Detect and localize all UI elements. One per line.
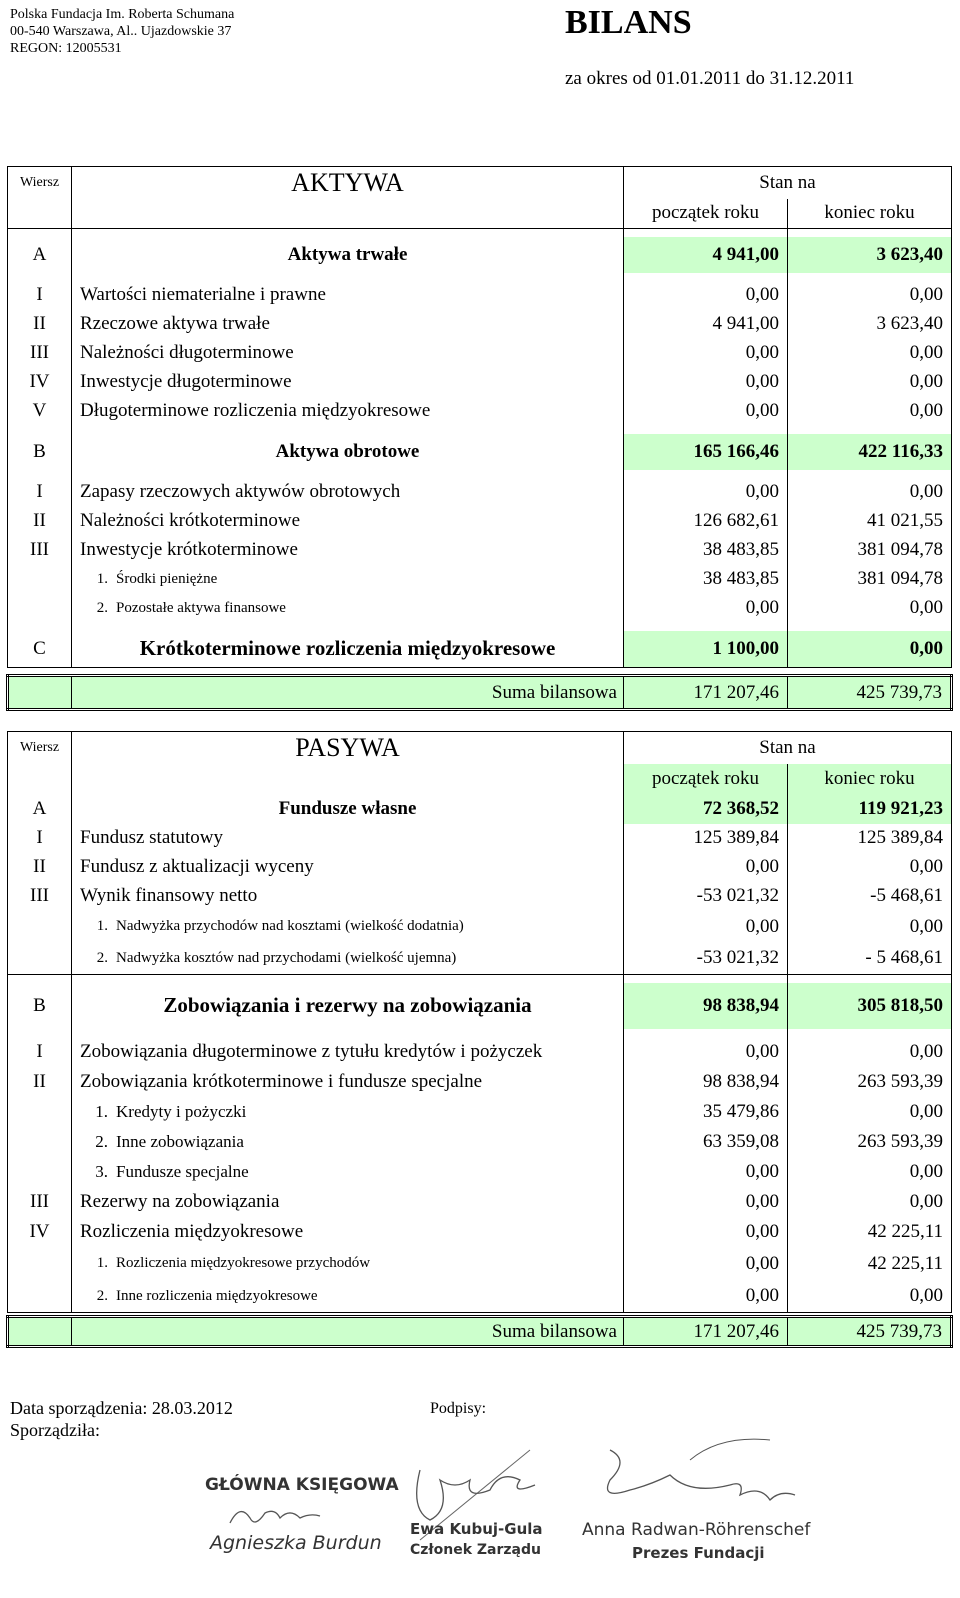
- total-end: 425 739,73: [788, 676, 952, 710]
- table-row: I Zobowiązania długoterminowe z tytułu kredytów i pożyczek 0,00 0,00: [8, 1037, 952, 1067]
- header-start-of-year: początek roku: [624, 764, 788, 794]
- stamp-chief-accountant-title: GŁÓWNA KSIĘGOWA: [205, 1475, 399, 1495]
- org-regon: REGON: 12005531: [10, 41, 122, 56]
- table-row: 1. Kredyty i pożyczki 35 479,86 0,00: [8, 1097, 952, 1127]
- assets-total-row: [8, 676, 952, 710]
- table-row: 1. Rozliczenia międzyokresowe przychodów 0,00 42 225,11: [8, 1247, 952, 1281]
- total-end: 425 739,73: [788, 1317, 952, 1347]
- org-address: 00-540 Warszawa, Al.. Ujazdowskie 37: [10, 24, 232, 39]
- liabilities-heading: PASYWA: [72, 732, 624, 764]
- prepared-by-label: Sporządziła:: [10, 1420, 100, 1440]
- table-row: II Rzeczowe aktywa trwałe 4 941,00 3 623,40: [8, 310, 952, 339]
- header-end-of-year: koniec roku: [788, 764, 952, 794]
- organization-header: [10, 6, 234, 57]
- total-label: Suma bilansowa: [72, 1317, 624, 1347]
- table-row: III Rezerwy na zobowiązania 0,00 0,00: [8, 1187, 952, 1217]
- table-row: 1. Środki pieniężne 38 483,85 381 094,78: [8, 565, 952, 594]
- table-row: II Należności krótkoterminowe 126 682,61 41 021,55: [8, 507, 952, 536]
- stamp-board-member-title: Członek Zarządu: [410, 1542, 541, 1558]
- table-row: 1. Nadwyżka przychodów nad kosztami (wielkość dodatnia) 0,00 0,00: [8, 911, 952, 943]
- liabilities-total-row: [8, 1317, 952, 1347]
- table-row: I Zapasy rzeczowych aktywów obrotowych 0,00 0,00: [8, 478, 952, 507]
- table-row: I Fundusz statutowy 125 389,84 125 389,84: [8, 824, 952, 853]
- stamp-president-title: Prezes Fundacji: [632, 1544, 765, 1562]
- table-row: 2. Pozostałe aktywa finansowe 0,00 0,00: [8, 594, 952, 623]
- assets-table: [6, 166, 953, 711]
- table-row: 2. Nadwyżka kosztów nad przychodami (wielkość ujemna) -53 021,32 - 5 468,61: [8, 943, 952, 975]
- table-row: 2. Inne zobowiązania 63 359,08 263 593,39: [8, 1127, 952, 1157]
- total-start: 171 207,46: [624, 1317, 788, 1347]
- header-start-of-year: początek roku: [624, 199, 788, 229]
- table-row: B Zobowiązania i rezerwy na zobowiązania 98 838,94 305 818,50: [8, 983, 952, 1029]
- signatures-label: Podpisy:: [430, 1400, 487, 1417]
- table-row: III Należności długoterminowe 0,00 0,00: [8, 339, 952, 368]
- total-start: 171 207,46: [624, 676, 788, 710]
- total-label: Suma bilansowa: [72, 676, 624, 710]
- table-row: 3. Fundusze specjalne 0,00 0,00: [8, 1157, 952, 1187]
- table-row: IV Inwestycje długoterminowe 0,00 0,00: [8, 368, 952, 397]
- stamp-chief-accountant-name: Agnieszka Burdun: [210, 1532, 382, 1554]
- stamp-president-name: Anna Radwan-Röhrenschef: [582, 1520, 811, 1540]
- table-row: A Aktywa trwałe 4 941,00 3 623,40: [8, 237, 952, 273]
- header-stan-na: Stan na: [624, 167, 952, 199]
- table-row: IV Rozliczenia międzyokresowe 0,00 42 225,11: [8, 1217, 952, 1247]
- table-row: III Wynik finansowy netto -53 021,32 -5 468,61: [8, 882, 952, 911]
- header-row-label: Wiersz: [8, 732, 72, 764]
- reporting-period: za okres od 01.01.2011 do 31.12.2011: [565, 68, 855, 89]
- header-row-label: Wiersz: [8, 167, 72, 199]
- assets-heading: AKTYWA: [72, 167, 624, 199]
- liabilities-table: [6, 731, 953, 1348]
- table-row: II Zobowiązania krótkoterminowe i fundusze specjalne 98 838,94 263 593,39: [8, 1067, 952, 1097]
- header-stan-na: Stan na: [624, 732, 952, 764]
- stamp-board-member-name: Ewa Kubuj-Gula: [410, 1520, 543, 1538]
- table-row: I Wartości niematerialne i prawne 0,00 0,00: [8, 281, 952, 310]
- preparation-date: Data sporządzenia: 28.03.2012: [10, 1398, 233, 1418]
- table-row: A Fundusze własne 72 368,52 119 921,23: [8, 794, 952, 824]
- header-end-of-year: koniec roku: [788, 199, 952, 229]
- table-row: V Długoterminowe rozliczenia międzyokresowe 0,00 0,00: [8, 397, 952, 426]
- table-row: C Krótkoterminowe rozliczenia międzyokresowe 1 100,00 0,00: [8, 631, 952, 668]
- document-title: BILANS: [565, 4, 692, 41]
- table-row: II Fundusz z aktualizacji wyceny 0,00 0,00: [8, 853, 952, 882]
- table-row: 2. Inne rozliczenia międzyokresowe 0,00 0,00: [8, 1281, 952, 1313]
- table-row: III Inwestycje krótkoterminowe 38 483,85 381 094,78: [8, 536, 952, 565]
- org-name: Polska Fundacja Im. Roberta Schumana: [10, 7, 235, 22]
- table-row: B Aktywa obrotowe 165 166,46 422 116,33: [8, 434, 952, 470]
